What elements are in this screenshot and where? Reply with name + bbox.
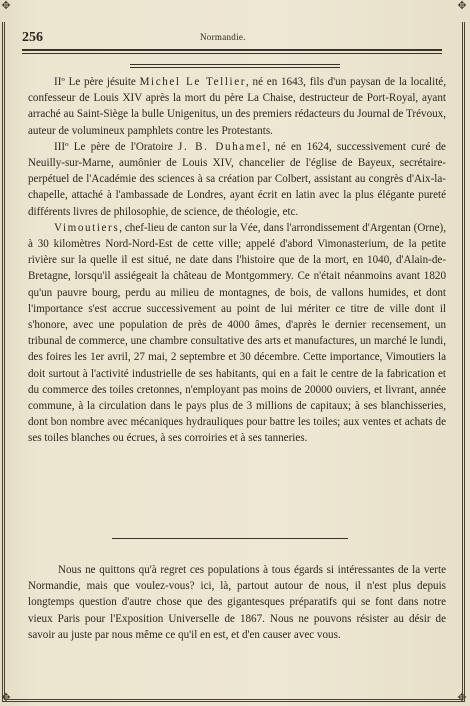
person-name: J. B. Duhamel bbox=[178, 140, 268, 153]
paragraph-text: , né en 1624, successivement curé de Neuilly-sur-Marne, aumônier de Louis XIV, chancelier de l'église de Bayeux, secrétaire-perpétuel de l'Académie des sciences à sa création par Colbert, assistant au congrès d'Aix-la-chapelle, attaché à l'ambassade de Londres, ayant écrit en latin avec la plus élégante pureté différents livres de philosophie, de science, de théologie, etc. bbox=[28, 140, 446, 218]
header-rule bbox=[22, 49, 442, 51]
main-text bbox=[28, 74, 446, 447]
place-name: Vimoutiers bbox=[54, 221, 120, 234]
paragraph-text: , né en 1643, fils d'un paysan de la localité, confesseur de Louis XIV après la mort du père La Chaise, destructeur de Port-Royal, ayant arraché au Saint-Siège la bulle Unigenitus, un des premiers rédacteurs du Journal de Trévoux, auteur de volumineux pamphlets contre les Protestants. bbox=[28, 76, 446, 137]
section-divider bbox=[112, 538, 348, 539]
section-divider bbox=[130, 64, 340, 65]
running-title: Normandie. bbox=[200, 32, 246, 42]
section-divider bbox=[130, 67, 340, 68]
paragraph-lead: IIº Le père jésuite bbox=[54, 76, 140, 88]
corner-ornament-icon: ✥ bbox=[1, 691, 11, 704]
corner-ornament-icon: ✥ bbox=[457, 0, 467, 12]
person-name: Michel Le Tellier bbox=[139, 76, 247, 88]
paragraph bbox=[28, 139, 446, 220]
closing-text bbox=[28, 562, 446, 643]
corner-ornament-icon: ✥ bbox=[1, 0, 11, 12]
paragraph-text: , chef-lieu de canton sur la Vée, dans l'arrondissement d'Argentan (Orne), à 30 kilomètres Nord-Nord-Est de cette ville; appelé d'abord Vimonasterium, de la petite rivière sur la quelle il est situé, ne date dans l'histoire que de la mort, en 1040, d'Alain-de-Bretagne, lorsqu'il assiégeait la château de Montgommery. Ce n'était néanmoins avant 1820 qu'un pauvre bourg, perdu au milieu de montagnes, de bois, de vallons humides, et dont l'importance s'est accrue successivement au point de lui mériter ce titre de ville dont il s'honore, avec une population de près de 4000 âmes, d'après le dernier recensement, un tribunal de commerce, une chambre consultative des arts et manufactures, un marché le lundi, des foires les 1er avril, 27 mai, 2 septembre et 30 décembre. Cette importance, Vimoutiers la doit surtout à l'activité industrielle de ses habitants, qui en a fait le centre de la fabrication et du commerce des toiles cretonnes, n'employant pas moins de 20000 ouviers, et livrant, année commune, à la circulation dans le pays plus de 3 millions de capitaux; à ses blanchisseries, dont bon nombre avec mécaniques hydrauliques pour battre les toiles; aux ventes et achats de ses toiles blanches ou écrues, à ses corroiries et à ses tanneries. bbox=[28, 221, 446, 445]
page-number: 256 bbox=[22, 30, 43, 45]
header-rule-thin bbox=[22, 53, 442, 54]
paragraph: Nous ne quittons qu'à regret ces populations à tous égards si intéressantes de la verte Normandie, mais que voulez-vous? ici, là, partout autour de nous, il n'est plus depuis longtemps question d'autre chose que des gigantesques préparatifs qui se font dans notre vieux Paris pour l'Exposition Universelle de 1867. Nous ne pouvons résister au désir de savoir au juste par nous même ce qu'il en est, et d'en causer avec vous. bbox=[28, 564, 446, 641]
paragraph bbox=[28, 220, 446, 447]
paragraph bbox=[28, 74, 446, 139]
paragraph-lead: IIIº Le père de l'Oratoire bbox=[54, 140, 179, 153]
page-header bbox=[22, 30, 442, 48]
corner-ornament-icon: ✥ bbox=[457, 691, 467, 704]
